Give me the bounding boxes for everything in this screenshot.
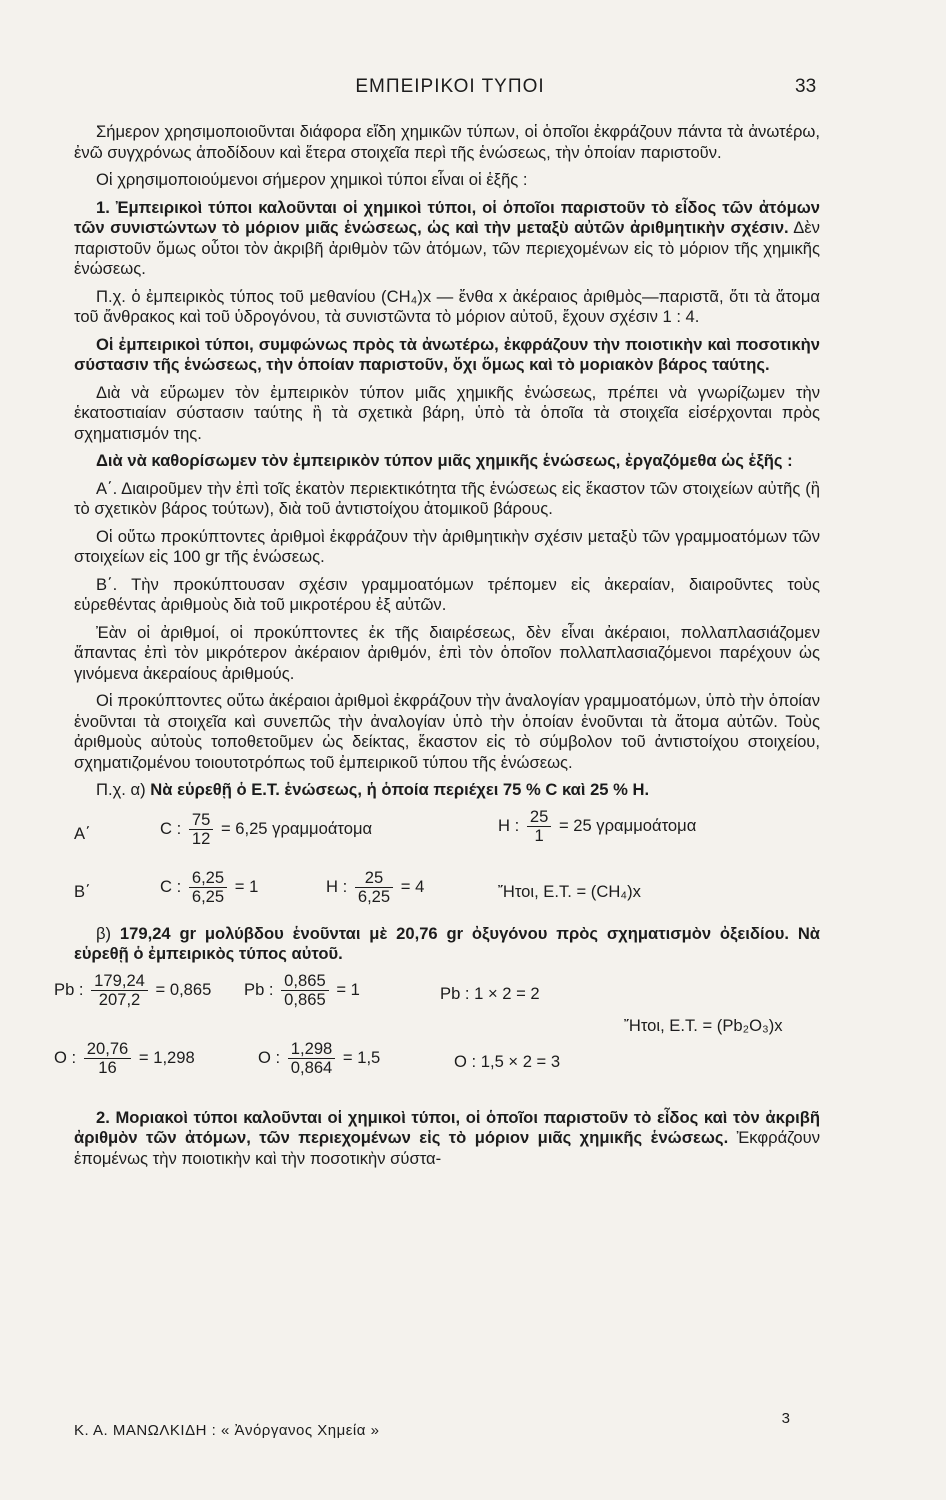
paragraph-step-b-final: Οἱ προκύπτοντες οὕτω ἀκέραιοι ἀριθμοὶ ἐκφράζουν τὴν ἀναλογίαν γραμμοατόμων, ὑπὸ τὴν ὁποίαν ἑνοῦνται τὰ στοιχεῖα καὶ συνεπῶς τὴν ἀναλογίαν ὑπὸ τὴν ὁποίαν ἑνοῦνται τὰ ἄτομα αὐτῶν. Τοὺς ἀριθμοὺς αὐτοὺς τοποθετοῦμεν ὡς δείκτας, ἕκαστον εἰς τὸ σύμβολον τοῦ ἀντιστοίχου στοιχείου, σχηματιζομένου τοιουτοτρόπως τοῦ ἐμπειρικοῦ τύπου τῆς ἑνώσεως. [74, 691, 820, 772]
fraction: $\frac{6,25}{6,25}$ [189, 869, 227, 906]
calc-a-row1 [74, 808, 820, 866]
example-a-statement [74, 780, 820, 801]
running-title: ΕΜΠΕΙΡΙΚΟΙ ΤΥΠΟΙ [355, 76, 545, 97]
example-b-bold: 179,24 gr μολύβδου ἑνοῦνται μὲ 20,76 gr ὀξυγόνου πρὸς σχηματισμὸν ὀξειδίου. Νὰ εὑρεθῇ ὁ ἐμπειρικὸς τύπος αὐτοῦ. [74, 923, 820, 963]
calc-b-row1 [54, 970, 820, 1040]
fraction: $\frac{25}{6,25}$ [355, 869, 393, 906]
empirical-definition-rest: Δὲν παριστοῦν ὅμως οὗτοι τὸν ἀκριβῆ ἀριθμὸν τῶν ἀτόμων, τῶν περιεχομένων εἰς τὸ μόριον τῆς χημικῆς ἑνώσεως. [74, 218, 820, 278]
molecular-definition-rest: Ἐκφράζουν ἑπομένως τὴν ποιοτικὴν καὶ τὴν ποσοτικὴν σύστα- [74, 1128, 820, 1168]
paragraph-step-a-result: Οἱ οὕτω προκύπτοντες ἀριθμοὶ ἐκφράζουν τὴν ἀριθμητικὴν σχέσιν μεταξὺ τῶν γραμμοατόμων τῶν στοιχείων εἰς 100 gr τῆς ἑνώσεως. [74, 526, 820, 566]
calc-b-o1: O : $\frac{20,76}{16}$ = 1,298 [54, 1038, 195, 1077]
calc-b-pb2: Pb : $\frac{0,865}{0,865}$ = 1 [244, 970, 360, 1009]
fraction: $\frac{75}{12}$ [189, 811, 213, 848]
calc-b-pb3: Pb : 1 × 2 = 2 [440, 983, 540, 1003]
fraction: $\frac{25}{1}$ [527, 808, 551, 845]
calc-a-row1-c: C : $\frac{75}{12}$ = 6,25 γραμμοάτομα [160, 809, 373, 848]
calc-b-result: Ἤτοι, Ε.Τ. = (Pb₂O₃)x [624, 1015, 783, 1035]
calc-a-row2-c: C : $\frac{6,25}{6,25}$ = 1 [160, 867, 259, 906]
paragraph-step-b: Β΄. Τὴν προκύπτουσαν σχέσιν γραμμοατόμων τρέπομεν εἰς ἀκεραίαν, διαιροῦντες τοὺς εὑρεθέντας ἀριθμοὺς διὰ τοῦ μικροτέρου ἐξ αὐτῶν. [74, 574, 820, 614]
paragraph-molecular-definition [74, 1108, 820, 1170]
paragraph-step-a: Α΄. Διαιροῦμεν τὴν ἐπὶ τοῖς ἑκατὸν περιεκτικότητα τῆς ἑνώσεως εἰς ἕκαστον τῶν στοιχείων αὐτῆς (ἢ τὸ σχετικὸν βάρος τούτων), διὰ τοῦ ἀντιστοίχου ἀτομικοῦ βάρους. [74, 478, 820, 518]
calc-a-row1-h: H : $\frac{25}{1}$ = 25 γραμμοάτομα [498, 806, 697, 845]
calc-a-row1-label: Α΄ [74, 823, 91, 843]
page-number: 33 [795, 76, 817, 97]
fraction: $\frac{0,865}{0,865}$ [281, 972, 329, 1009]
fraction: $\frac{20,76}{16}$ [84, 1040, 132, 1077]
calc-a-row2 [74, 866, 820, 924]
empirical-definition-bold: 1. Ἐμπειρικοὶ τύποι καλοῦνται οἱ χημικοὶ τύποι, οἱ ὁποῖοι παριστοῦν τὸ εἶδος τῶν ἀτόμων τῶν συνιστώντων τὸ μόριον μιᾶς ἑνώσεως, ὡς καὶ τὴν μεταξὺ αὐτῶν ἀριθμητικὴν σχέσιν. [74, 197, 820, 237]
molecular-definition-bold: 2. Μοριακοὶ τύποι καλοῦνται οἱ χημικοὶ τύποι, οἱ ὁποῖοι παριστοῦν τὸ εἶδος καὶ τὸν ἀκριβῆ ἀριθμὸν τῶν ἀτόμων, τῶν περιεχομένων εἰς τὸ μόριον μιᾶς χημικῆς ἑνώσεως. [74, 1107, 820, 1147]
paragraph-intro: Σήμερον χρησιμοποιοῦνται διάφορα εἴδη χημικῶν τύπων, οἱ ὁποῖοι ἐκφράζουν πάντα τὰ ἀνωτέρω, ἐνῶ συγχρόνως ἀποδίδουν καὶ ἕτερα στοιχεῖα περὶ τῆς ἑνώσεως, τὴν ὁποίαν παριστοῦν. [74, 122, 820, 162]
paragraph-empirical-composition: Οἱ ἐμπειρικοὶ τύποι, συμφώνως πρὸς τὰ ἀνωτέρω, ἐκφράζουν τὴν ποιοτικὴν καὶ ποσοτικὴν σύστασιν τῆς ἑνώσεως, τὴν ὁποίαν παριστοῦν, ὄχι ὅμως καὶ τὸ μοριακὸν βάρος ταύτης. [74, 334, 820, 374]
calc-b-row2 [54, 1038, 820, 1108]
paragraph-empirical-definition [74, 198, 820, 280]
calc-b-pb1: Pb : $\frac{179,24}{207,2}$ = 0,865 [54, 970, 212, 1009]
calc-a-row2-label: Β΄ [74, 881, 91, 901]
example-a-prefix: Π.χ. α) [96, 780, 146, 799]
page-footer [74, 1412, 820, 1452]
example-b-statement [74, 924, 820, 965]
calc-b-o3: O : 1,5 × 2 = 3 [454, 1051, 561, 1071]
fraction: $\frac{1,298}{0,864}$ [288, 1040, 336, 1077]
calc-b-o2: O : $\frac{1,298}{0,864}$ = 1,5 [258, 1038, 381, 1077]
calc-a-row2-h: H : $\frac{25}{6,25}$ = 4 [326, 867, 425, 906]
calc-a-row2-result: Ἤτοι, Ε.Τ. = (CH₄)x [498, 881, 641, 901]
fraction: $\frac{179,24}{207,2}$ [91, 972, 148, 1009]
footer-signature: 3 [781, 1410, 790, 1427]
paragraph-step-b-nonint: Ἐὰν οἱ ἀριθμοί, οἱ προκύπτοντες ἐκ τῆς διαιρέσεως, δὲν εἶναι ἀκέραιοι, πολλαπλασιάζομεν ἅπαντας ἐπὶ τὸν μικρότερον ἀκέραιον ἀριθμόν, ἐπὶ τὸν ὁποῖον πολλαπλασιαζόμενοι παρέχουν ὡς γινόμενα ἀκεραίους ἀριθμούς. [74, 622, 820, 683]
example-a-bold: Νὰ εὑρεθῇ ὁ Ε.Τ. ἑνώσεως, ἡ ὁποία περιέχει 75 % C καὶ 25 % H. [150, 780, 650, 799]
paragraph-methane-example: Π.χ. ὁ ἐμπειρικὸς τύπος τοῦ μεθανίου (CH₄)x — ἔνθα x ἀκέραιος ἀριθμὸς—παριστᾶ, ὅτι τὰ ἄτομα τοῦ ἄνθρακος καὶ τοῦ ὑδρογόνου, τὰ συνιστῶντα τὸ μόριον αὐτοῦ, ἔχουν σχέσιν 1 : 4. [74, 286, 820, 326]
page-header [0, 76, 946, 106]
paragraph-list-intro: Οἱ χρησιμοποιούμενοι σήμερον χημικοὶ τύποι εἶναι οἱ ἑξῆς : [96, 170, 528, 189]
paragraph-requirements: Διὰ νὰ εὕρωμεν τὸν ἐμπειρικὸν τύπον μιᾶς χημικῆς ἑνώσεως, πρέπει νὰ γνωρίζωμεν τὴν ἑκατοστιαίαν σύστασιν ταύτης ἢ τὰ σχετικὰ βάρη, ὑπὸ τὰ ὁποῖα τὰ στοιχεῖα εἰσέρχονται πρὸς σχηματισμόν της. [74, 382, 820, 443]
paragraph-procedure-heading: Διὰ νὰ καθορίσωμεν τὸν ἐμπειρικὸν τύπον μιᾶς χημικῆς ἑνώσεως, ἐργαζόμεθα ὡς ἑξῆς : [96, 451, 793, 470]
example-b-prefix: β) [96, 923, 112, 943]
footer-author: Κ. Α. ΜΑΝΩΛΚΙΔΗ : « Ἀνόργανος Χημεία » [74, 1422, 380, 1439]
page-body [54, 122, 820, 1176]
